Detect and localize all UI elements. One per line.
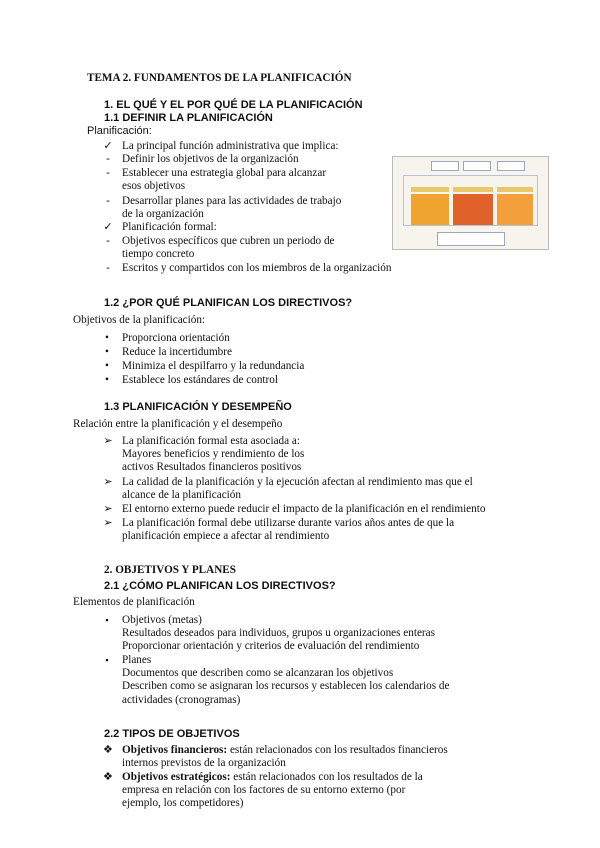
list-item-continuation: Describen como se asignaran los recursos y establecen los calendarios de bbox=[122, 680, 450, 692]
arrow-icon: ➢ bbox=[103, 503, 113, 515]
diagram-bottom-box bbox=[437, 232, 505, 246]
section-1-heading: 1. EL QUÉ Y EL POR QUÉ DE LA PLANIFICACIÓN bbox=[104, 99, 363, 111]
bullet-icon: • bbox=[105, 374, 109, 386]
document-title: TEMA 2. FUNDAMENTOS DE LA PLANIFICACIÓN bbox=[87, 72, 352, 84]
dash-icon: - bbox=[106, 235, 110, 247]
bullet-icon: • bbox=[105, 360, 109, 372]
list-item: Objetivos (metas) bbox=[122, 614, 202, 626]
objetivos-estrategicos-label: Objetivos estratégicos: bbox=[122, 771, 231, 783]
list-item: Objetivos específicos que cubren un periodo de bbox=[122, 235, 335, 247]
list-item: Establece los estándares de control bbox=[122, 374, 278, 386]
dash-icon: - bbox=[106, 153, 110, 165]
section-1-3-heading: 1.3 PLANIFICACIÓN Y DESEMPEÑO bbox=[104, 401, 292, 413]
list-item-continuation: tiempo concreto bbox=[122, 248, 195, 260]
list-item: Planificación formal: bbox=[122, 221, 217, 233]
list-item-continuation: esos objetivos bbox=[122, 180, 186, 192]
diagram-header bbox=[411, 187, 449, 192]
list-item: Minimiza el despilfarro y la redundancia bbox=[122, 360, 305, 372]
planificacion-intro: Planificación: bbox=[87, 125, 152, 137]
diagram-connector bbox=[403, 225, 538, 226]
bullet-icon: • bbox=[105, 346, 109, 358]
dash-icon: - bbox=[106, 262, 110, 274]
diamond-bullet-icon: ❖ bbox=[102, 744, 114, 756]
diagram-header bbox=[497, 187, 533, 192]
list-item: Establecer una estrategia global para alcanzar bbox=[122, 167, 327, 179]
diagram-block-left bbox=[411, 194, 449, 226]
square-bullet-icon: ▪ bbox=[105, 615, 109, 625]
planning-process-diagram bbox=[392, 156, 549, 250]
list-item: Desarrollar planes para las actividades de trabajo bbox=[122, 195, 342, 207]
list-item: La principal función administrativa que implica: bbox=[122, 140, 339, 152]
diagram-top-box bbox=[497, 161, 525, 171]
list-item bbox=[122, 744, 448, 757]
section-2-1-heading: 2.1 ¿CÓMO PLANIFICAN LOS DIRECTIVOS? bbox=[104, 580, 336, 592]
list-item-continuation: Documentos que describen como se alcanzaran los objetivos bbox=[122, 667, 394, 679]
list-item: La calidad de la planificación y la ejecución afectan al rendimiento mas que el bbox=[122, 476, 473, 488]
objetivos-financieros-label: Objetivos financieros: bbox=[122, 744, 228, 756]
diagram-block-center bbox=[453, 194, 493, 226]
list-item-continuation: actividades (cronogramas) bbox=[122, 694, 241, 706]
list-item-continuation: empresa en relación con los factores de su entorno externo (por bbox=[122, 784, 406, 796]
section-2-heading: 2. OBJETIVOS Y PLANES bbox=[104, 564, 236, 576]
list-item-continuation: alcance de la planificación bbox=[122, 489, 241, 501]
square-bullet-icon: ▪ bbox=[105, 655, 109, 665]
diagram-connector bbox=[537, 175, 538, 225]
diagram-connector bbox=[403, 175, 404, 225]
section-2-2-heading: 2.2 TIPOS DE OBJETIVOS bbox=[104, 728, 240, 740]
arrow-icon: ➢ bbox=[103, 476, 113, 488]
elementos-intro: Elementos de planificación bbox=[73, 596, 195, 608]
list-item-continuation: ejemplo, los competidores) bbox=[122, 797, 244, 809]
list-item: La planificación formal esta asociada a: bbox=[122, 435, 300, 447]
arrow-icon: ➢ bbox=[103, 517, 113, 529]
diagram-header bbox=[453, 187, 493, 192]
list-item-continuation: internos previstos de la organización bbox=[122, 757, 286, 769]
diamond-bullet-icon: ❖ bbox=[102, 771, 114, 783]
list-item-continuation: Proporcionar orientación y criterios de evaluación del rendimiento bbox=[122, 640, 420, 652]
diagram-top-box bbox=[431, 161, 459, 171]
objetivos-estrategicos-text: están relacionados con los resultados de la bbox=[230, 771, 423, 783]
section-1-2-heading: 1.2 ¿POR QUÉ PLANIFICAN LOS DIRECTIVOS? bbox=[104, 297, 353, 309]
list-item-continuation: Mayores beneficios y rendimiento de los bbox=[122, 448, 305, 460]
list-item: El entorno externo puede reducir el impacto de la planificación en el rendimiento bbox=[122, 503, 486, 515]
list-item: La planificación formal debe utilizarse durante varios años antes de que la bbox=[122, 517, 455, 529]
list-item bbox=[122, 771, 423, 784]
arrow-icon: ➢ bbox=[103, 435, 113, 447]
list-item: Reduce la incertidumbre bbox=[122, 346, 232, 358]
objetivos-intro: Objetivos de la planificación: bbox=[73, 314, 206, 326]
check-icon: ✓ bbox=[103, 221, 113, 233]
dash-icon: - bbox=[106, 195, 110, 207]
list-item: Proporciona orientación bbox=[122, 332, 230, 344]
diagram-top-box bbox=[463, 161, 491, 171]
objetivos-financieros-text: están relacionados con los resultados financieros bbox=[227, 744, 448, 756]
bullet-icon: • bbox=[105, 332, 109, 344]
list-item: Planes bbox=[122, 654, 152, 666]
relacion-intro: Relación entre la planificación y el desempeño bbox=[73, 418, 283, 430]
list-item-continuation: de la organización bbox=[122, 208, 204, 220]
list-item: Escritos y compartidos con los miembros de la organización bbox=[122, 262, 392, 274]
dash-icon: - bbox=[106, 167, 110, 179]
section-1-1-heading: 1.1 DEFINIR LA PLANIFICACIÓN bbox=[104, 112, 273, 124]
list-item-continuation: planificación empiece a afectar al rendimiento bbox=[122, 530, 330, 542]
diagram-block-right bbox=[497, 194, 533, 226]
list-item-continuation: Resultados deseados para individuos, grupos u organizaciones enteras bbox=[122, 627, 435, 639]
diagram-connector bbox=[403, 175, 538, 176]
list-item-continuation: activos Resultados financieros positivos bbox=[122, 461, 302, 473]
list-item: Definir los objetivos de la organización bbox=[122, 153, 299, 165]
check-icon: ✓ bbox=[103, 140, 113, 152]
